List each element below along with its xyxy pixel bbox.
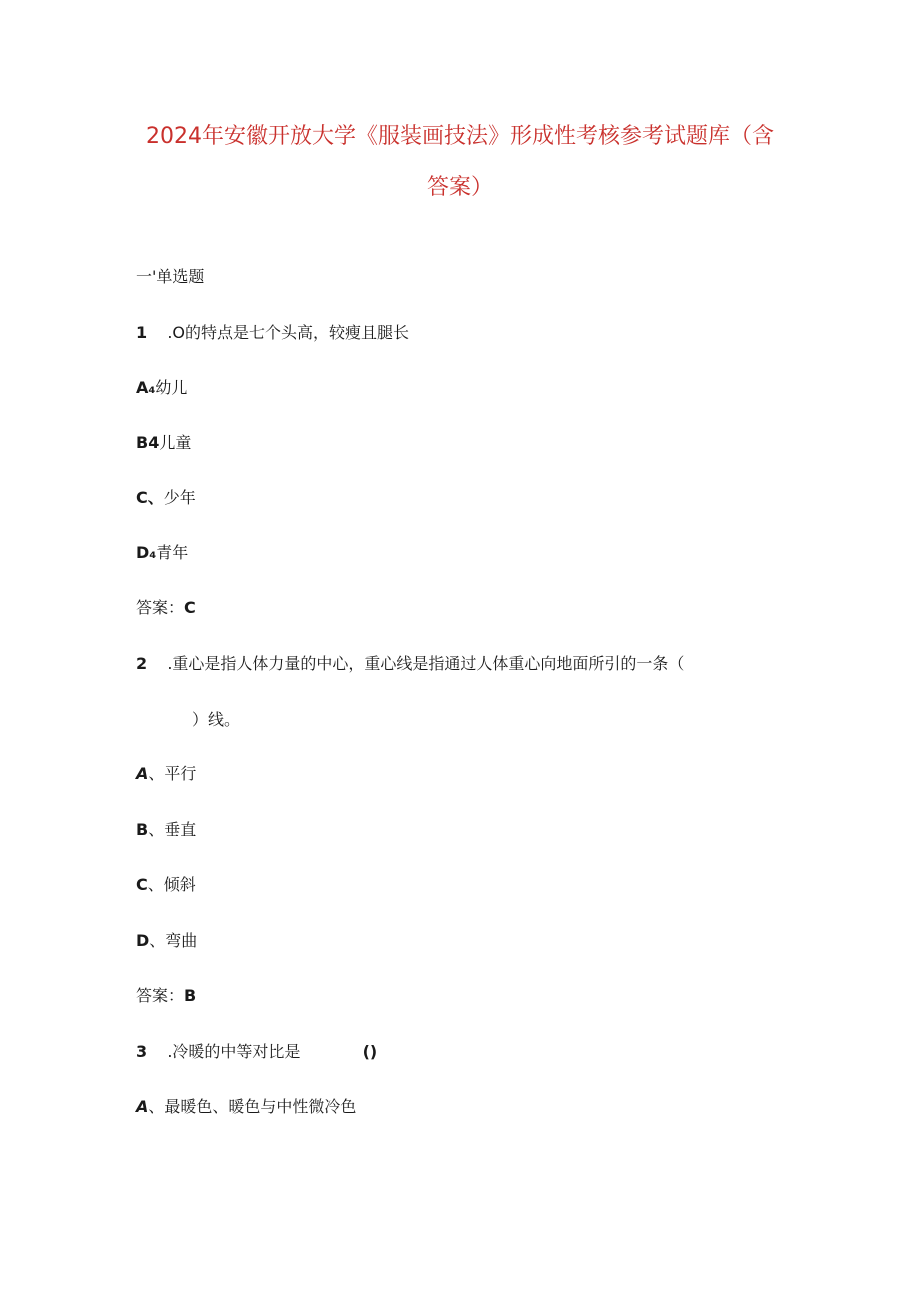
option-text: 青年 — [156, 543, 189, 562]
question-1-answer — [136, 597, 196, 619]
question-3-blank: () — [362, 1042, 378, 1061]
question-1-number: 1 — [136, 323, 148, 342]
question-2-stem: .重心是指人体力量的中心，重心线是指通过人体重心向地面所引的一条（ — [167, 654, 685, 673]
option-label: B — [136, 820, 149, 839]
question-2-option-d — [136, 930, 197, 952]
question-2-option-b — [136, 819, 196, 841]
option-text: 、垂直 — [148, 820, 197, 839]
answer-label: 答案： — [136, 598, 185, 617]
document-title-line-2: 答案） — [426, 175, 493, 200]
option-label: D — [136, 931, 150, 950]
question-2 — [136, 653, 684, 675]
question-1-option-a — [136, 377, 187, 399]
section-heading: 一'单选题 — [136, 267, 205, 286]
question-1-option-b — [136, 432, 191, 454]
option-text: 、最暖色、暖色与中性微冷色 — [148, 1097, 357, 1116]
option-text: 、弯曲 — [149, 931, 198, 950]
option-label: D₄ — [136, 543, 157, 562]
option-label: C — [136, 875, 148, 894]
option-label: A — [136, 1097, 149, 1116]
answer-value: C — [184, 598, 196, 617]
answer-value: B — [184, 986, 197, 1005]
option-text: 、平行 — [148, 764, 197, 783]
option-label: A₄ — [136, 378, 156, 397]
question-2-stem-continued: ）线。 — [192, 710, 241, 729]
question-3-option-a — [136, 1096, 356, 1118]
question-2-number: 2 — [136, 654, 148, 673]
answer-label: 答案： — [136, 986, 185, 1005]
option-text: 少年 — [163, 488, 196, 507]
question-1-option-c — [136, 487, 196, 509]
option-label: B4 — [136, 433, 160, 452]
question-3 — [136, 1041, 377, 1063]
question-2-option-c — [136, 874, 196, 896]
document-title-line-1: 2024年安徽开放大学《服装画技法》形成性考核参考试题库（含 — [146, 124, 774, 149]
option-text: 儿童 — [159, 433, 192, 452]
question-3-number: 3 — [136, 1042, 148, 1061]
option-label: C、 — [136, 488, 164, 507]
question-1-option-d — [136, 542, 188, 564]
question-2-option-a — [136, 763, 196, 785]
question-1-stem: .O的特点是七个头高，较瘦且腿长 — [167, 323, 410, 342]
question-2-answer — [136, 985, 196, 1007]
question-3-stem: .冷暖的中等对比是 — [167, 1042, 301, 1061]
option-label: A — [136, 764, 149, 783]
option-text: 、倾斜 — [147, 875, 196, 894]
question-1 — [136, 322, 409, 344]
option-text: 幼儿 — [155, 378, 188, 397]
